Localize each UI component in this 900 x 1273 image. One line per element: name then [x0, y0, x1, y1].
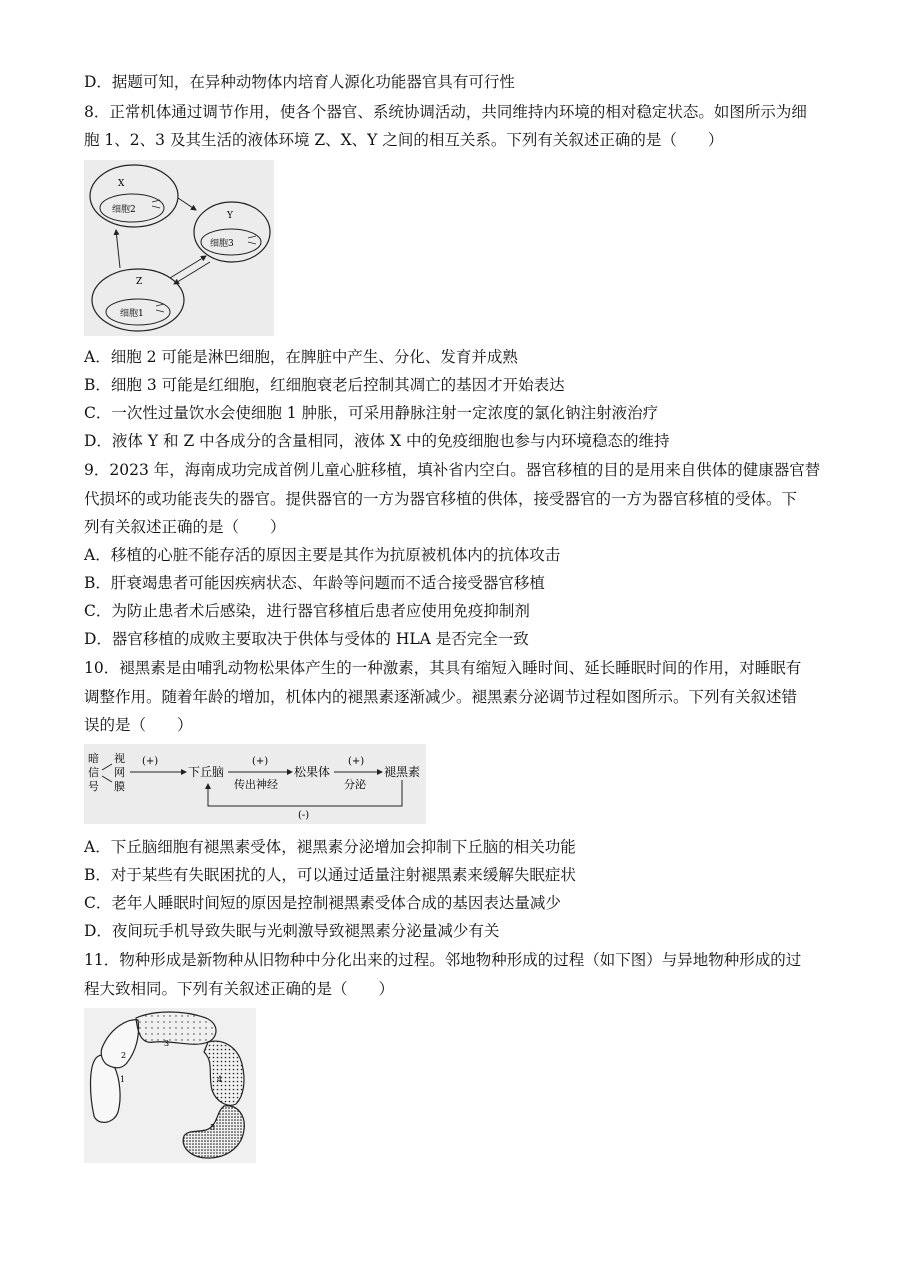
- cell1-label: 细胞1: [120, 309, 144, 319]
- fluid-x-label: X: [118, 179, 125, 189]
- q11-figure: [84, 1008, 256, 1163]
- speciation-region-diagram: [84, 1008, 256, 1163]
- minus-label: (-): [298, 810, 310, 821]
- q8-option-d: D．液体 Y 和 Z 中各成分的含量相同，液体 X 中的免疫细胞也参与内环境稳态的维持: [84, 432, 670, 450]
- q8-option-b: B．细胞 3 可能是红细胞，红细胞衰老后控制其凋亡的基因才开始表达: [84, 376, 565, 394]
- text-line-q11-stem-1: 11．物种形成是新物种从旧物种中分化出来的过程。邻地物种形成的过程（如下图）与异地物种形成的过: [84, 951, 802, 969]
- q10-option-b: B．对于某些有失眠困扰的人，可以通过适量注射褪黑素来缓解失眠症状: [84, 866, 576, 884]
- cell2-label: 细胞2: [112, 205, 136, 215]
- q8-option-a: A．细胞 2 可能是淋巴细胞，在脾脏中产生、分化、发育并成熟: [84, 348, 518, 366]
- region-number-4: 4: [217, 1075, 223, 1084]
- pineal-label: 松果体: [294, 765, 331, 779]
- signal-bracket-top: [102, 764, 112, 770]
- plus-label-3: (+): [348, 756, 365, 767]
- text-line-q10-stem-3: 误的是（ ）: [84, 716, 193, 734]
- exchange-icon-cell1: [156, 304, 164, 312]
- retina-char-1: 视: [114, 752, 125, 765]
- cell3-label: 细胞3: [210, 239, 234, 249]
- region-number-3: 3: [164, 1039, 170, 1048]
- secrete-label: 分泌: [344, 778, 366, 791]
- text-line-q7-d: D．据题可知，在异种动物体内培育人源化功能器官具有可行性: [84, 73, 515, 91]
- melatonin-label: 褪黑素: [384, 765, 421, 779]
- arrow-y-to-z: [174, 262, 210, 284]
- fluid-y-label: Y: [227, 211, 233, 221]
- text-line-q9-stem-2: 代损坏的或功能丧失的器官。提供器官的一方为器官移植的供体，接受器官的一方为器官移植的受体。下: [84, 490, 798, 508]
- q10-figure: [84, 744, 426, 824]
- retina-char-2: 网: [114, 766, 125, 779]
- q9-option-a: A．移植的心脏不能存活的原因主要是其作为抗原被机体内的抗体攻击: [84, 546, 561, 564]
- plus-label-1: (+): [142, 756, 159, 767]
- region-3: [136, 1012, 216, 1044]
- exchange-icon-cell2: [152, 200, 160, 208]
- body-fluid-diagram: [84, 160, 274, 336]
- text-line-q8-stem-1: 8．正常机体通过调节作用，使各个器官、系统协调活动，共同维持内环境的相对稳定状态。如图所示为细: [84, 103, 807, 121]
- text-line-q9-stem-1: 9．2023 年，海南成功完成首例儿童心脏移植，填补省内空白。器官移植的目的是用来自供体的健康器官替: [84, 461, 821, 479]
- melatonin-regulation-diagram: [84, 744, 426, 824]
- text-line-q9-stem-3: 列有关叙述正确的是（ ）: [84, 518, 286, 536]
- fluid-x-circle: [90, 165, 178, 227]
- hypothalamus-label: 下丘脑: [188, 765, 225, 779]
- signal-bracket-bottom: [102, 776, 112, 782]
- region-number-1: 1: [120, 1075, 126, 1084]
- text-line-q10-stem-1: 10．褪黑素是由哺乳动物松果体产生的一种激素，其具有缩短入睡时间、延长睡眠时间的作用，对睡眠有: [84, 659, 802, 677]
- region-number-5: 5: [210, 1123, 216, 1132]
- exchange-icon-cell3: [248, 236, 256, 244]
- signal-char-2: 信: [88, 766, 99, 779]
- q9-option-b: B．肝衰竭患者可能因疾病状态、年龄等问题而不适合接受器官移植: [84, 574, 545, 592]
- q10-option-c: C．老年人睡眠时间短的原因是控制褪黑素受体合成的基因表达量减少: [84, 894, 561, 912]
- fluid-z-label: Z: [136, 277, 143, 287]
- q8-option-c: C．一次性过量饮水会使细胞 1 肿胀，可采用静脉注射一定浓度的氯化钠注射液治疗: [84, 404, 659, 422]
- arrow-z-to-x: [116, 230, 120, 268]
- plus-label-2: (+): [252, 756, 269, 767]
- q10-option-a: A．下丘脑细胞有褪黑素受体，褪黑素分泌增加会抑制下丘脑的相关功能: [84, 838, 576, 856]
- q10-option-d: D．夜间玩手机导致失眠与光刺激导致褪黑素分泌量减少有关: [84, 922, 500, 940]
- signal-char-1: 暗: [88, 752, 99, 765]
- q9-option-d: D．器官移植的成败主要取决于供体与受体的 HLA 是否完全一致: [84, 630, 529, 648]
- text-line-q11-stem-2: 程大致相同。下列有关叙述正确的是（ ）: [84, 980, 395, 998]
- region-4: [204, 1041, 244, 1105]
- text-line-q10-stem-2: 调整作用。随着年龄的增加，机体内的褪黑素逐渐减少。褪黑素分泌调节过程如图所示。下列有关叙述错: [84, 688, 798, 706]
- text-line-q8-stem-2: 胞 1、2、3 及其生活的液体环境 Z、X、Y 之间的相互关系。下列有关叙述正确的是（ ）: [84, 131, 724, 149]
- arrow-z-to-y: [170, 256, 206, 278]
- arrow-x-to-y: [178, 198, 196, 210]
- q8-figure: [84, 160, 274, 336]
- region-number-2: 2: [121, 1051, 127, 1060]
- efferent-nerve-label: 传出神经: [234, 778, 278, 791]
- q9-option-c: C．为防止患者术后感染，进行器官移植后患者应使用免疫抑制剂: [84, 602, 530, 620]
- retina-char-3: 膜: [114, 780, 125, 793]
- signal-char-3: 号: [88, 780, 99, 793]
- region-2: [101, 1020, 138, 1068]
